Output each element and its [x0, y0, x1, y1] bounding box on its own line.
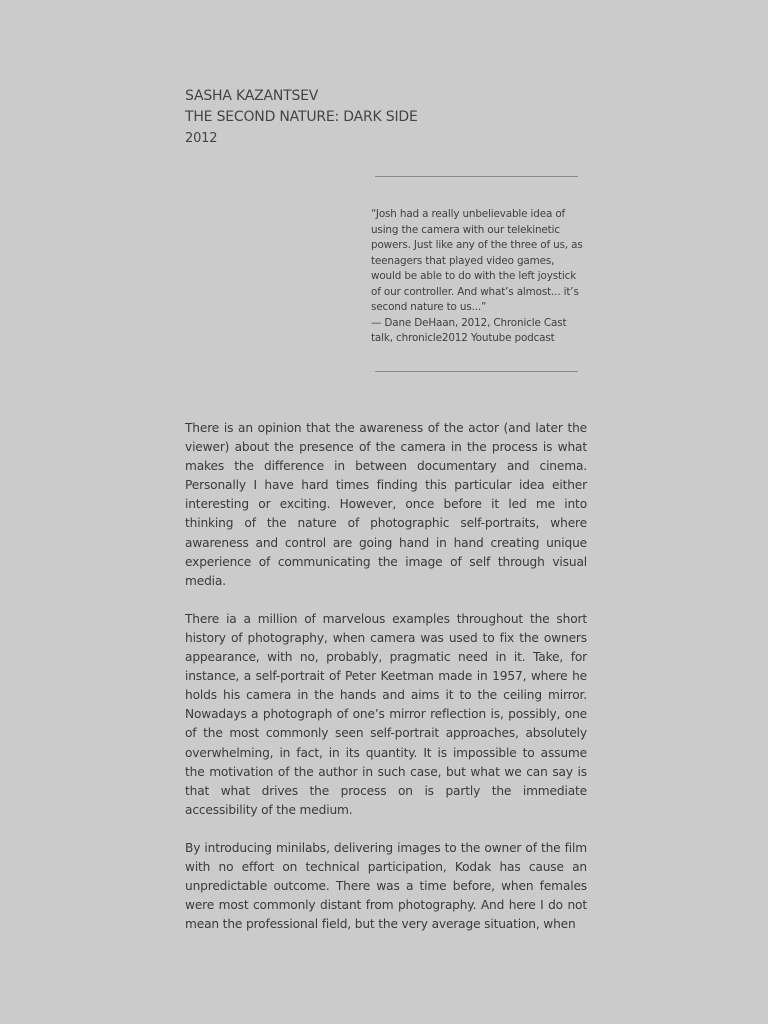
- essay-paragraph-3: By introducing minilabs, delivering images to the owner of the film with no effort on technical participation, Kodak has cause an unpredictable outcome. There was a time before, when females were most commonly distant from photography. And here I do not mean the professional field, but the very average situation, when: [185, 840, 587, 932]
- quote-bottom-divider: [375, 371, 578, 372]
- quote-top-divider: [375, 176, 578, 177]
- author-name: SASHA KAZANTSEV: [185, 88, 319, 104]
- document-header: [185, 86, 605, 149]
- essay-body: [185, 419, 587, 953]
- essay-paragraph-2: There ia a million of marvelous examples throughout the short history of photography, when camera was used to fix the owners appearance, with no, probably, pragmatic need in it. Take, for instance, a self-portrait of Peter Keetman made in 1957, where he holds his camera in the hands and aims it to the ceiling mirror. Nowadays a photograph of one’s mirror reflection is, possibly, one of the most commonly seen self-portrait approaches, absolutely overwhelming, in fact, in its quantity. It is impossible to assume the motivation of the author in such case, but what we can say is that what drives the process on is partly the immediate accessibility of the medium.: [185, 611, 587, 817]
- quote-text: “Josh had a really unbelievable idea of using the camera with our telekinetic powers. Just like any of the three of us, as teenagers that played video games, would be able to do with the left joystick of our controller. And what’s almost... it’s second nature to us...”: [371, 208, 583, 313]
- essay-paragraph-1: There is an opinion that the awareness of the actor (and later the viewer) about the presence of the camera in the process is what makes the difference in between documentary and cinema. Personally I have hard times finding this particular idea either interesting or exciting. However, once before it led me into thinking of the nature of photographic self-portraits, where awareness and control are going hand in hand creating unique experience of communicating the image of self through visual media.: [185, 421, 587, 588]
- document-year: 2012: [185, 131, 218, 146]
- epigraph-quote: [371, 207, 583, 347]
- document-title: THE SECOND NATURE: DARK SIDE: [185, 109, 418, 125]
- quote-attribution: — Dane DeHaan, 2012, Chronicle Cast talk, chronicle2012 Youtube podcast: [371, 316, 567, 344]
